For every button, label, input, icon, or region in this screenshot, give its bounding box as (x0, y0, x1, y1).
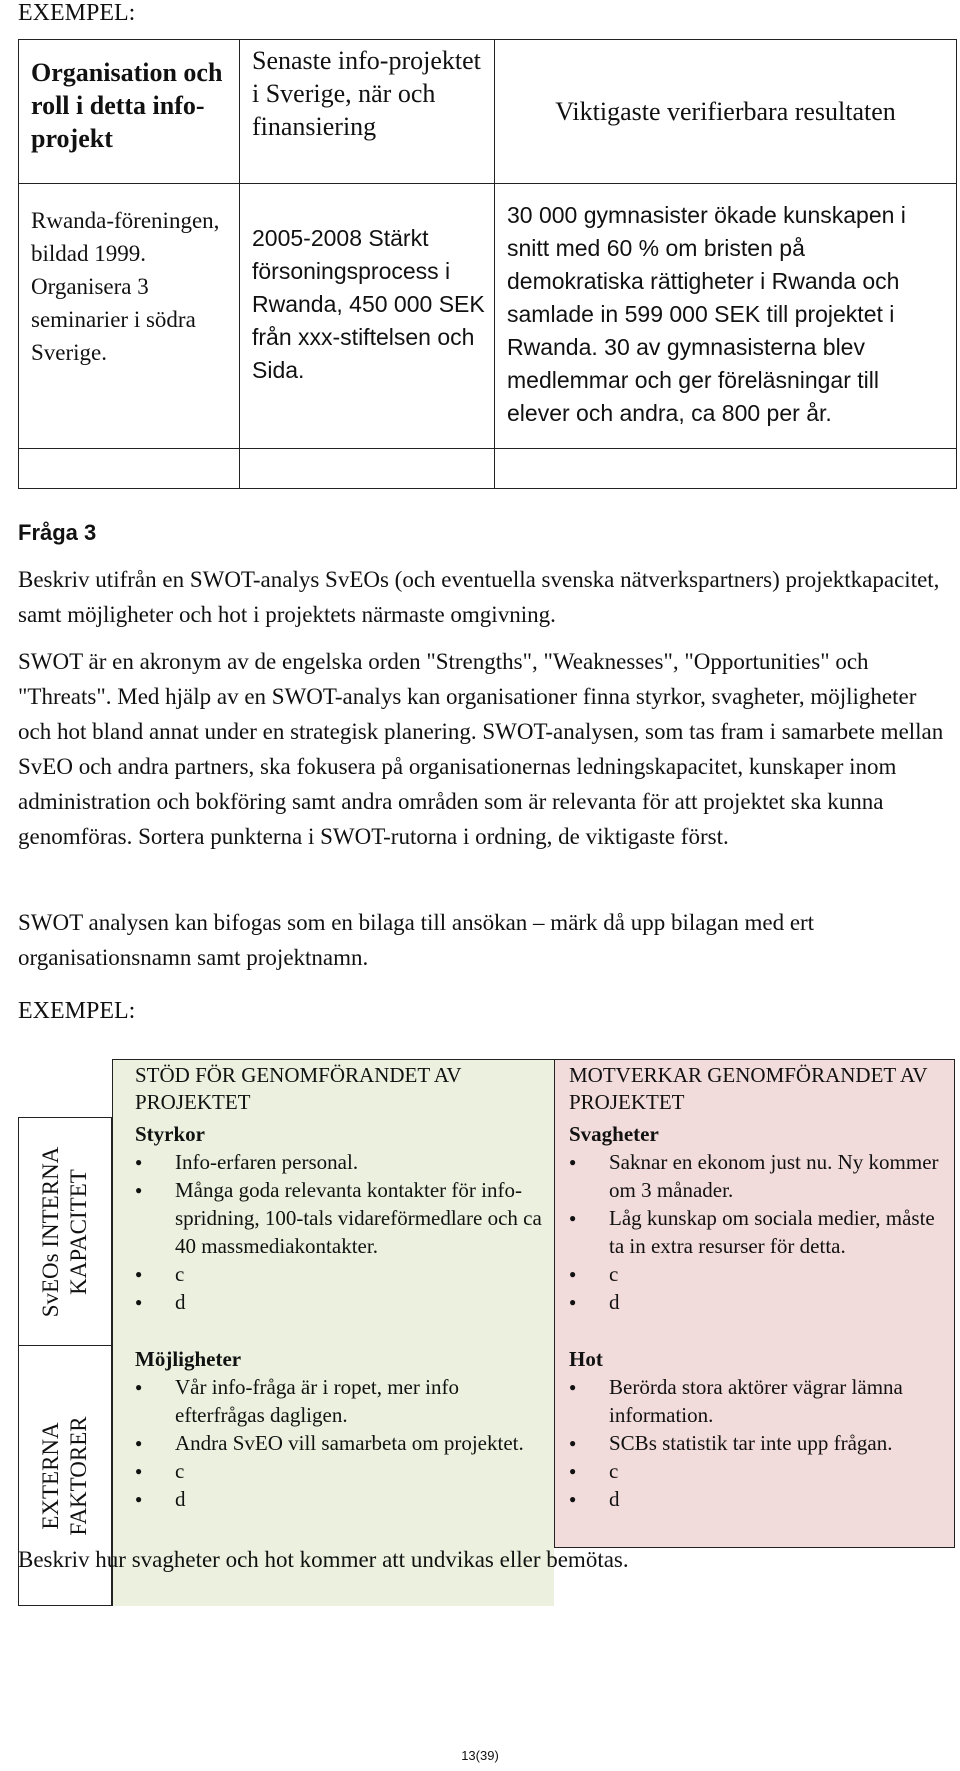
opportunity-item: ● d (135, 1485, 548, 1513)
strengths-title: Styrkor (135, 1122, 205, 1146)
threat-item: ● Berörda stora aktörer vägrar lämna information. (569, 1373, 948, 1429)
strength-item: ● Många goda relevanta kontakter för info-spridning, 100-tals vidareförmedlare och ca 40 massmediakontakter. (135, 1176, 548, 1260)
threats-quadrant (554, 1345, 955, 1548)
threat-item: ● SCBs statistik tar inte upp frågan. (569, 1429, 948, 1457)
weaknesses-quadrant (554, 1059, 955, 1345)
threat-item: ● c (569, 1457, 948, 1485)
header-cell-latest-project (240, 40, 495, 184)
weakness-item: ● Låg kunskap om sociala medier, måste ta in extra resurser för detta. (569, 1204, 948, 1260)
row-label-external-text (37, 1416, 93, 1535)
row-label-internal-text (37, 1146, 93, 1317)
weaknesses-title: Svagheter (569, 1122, 659, 1146)
row-label-external-line-2: FAKTORER (66, 1415, 91, 1536)
header-latest-project: Senaste info-projektet i Sverige, när och finansiering (252, 46, 481, 141)
question-paragraph-1: Beskriv utifrån en SWOT-analys SvEOs (och eventuella svenska nätverkspartners) projektkapacitet, samt möjligheter och hot i projektets närmaste omgivning. (18, 567, 940, 627)
row-label-internal-line-2: KAPACITET (66, 1168, 91, 1295)
empty-cell-3 (495, 449, 957, 489)
weakness-item: ● d (569, 1288, 948, 1316)
header-cell-results (495, 40, 957, 184)
cell-results (495, 184, 957, 449)
organisation-text: Rwanda-föreningen, bildad 1999. Organisera 3 seminarier i södra Sverige. (31, 208, 220, 365)
closing-instruction: Beskriv hur svagheter och hot kommer att undvikas eller bemötas. (18, 1547, 629, 1572)
opportunity-item: ● Vår info-fråga är i ropet, mer info efterfrågas dagligen. (135, 1373, 548, 1429)
example-label-swot: EXEMPEL: (18, 998, 136, 1024)
weakness-item: ● c (569, 1260, 948, 1288)
swot-table (18, 1059, 955, 1548)
strength-item: ● d (135, 1288, 548, 1316)
opportunities-title: Möjligheter (135, 1347, 242, 1371)
column-header-support: STÖD FÖR GENOMFÖRANDET AV PROJEKTET (135, 1063, 462, 1114)
empty-cell-1 (19, 449, 240, 489)
strength-item: ● c (135, 1260, 548, 1288)
threats-title: Hot (569, 1347, 603, 1371)
opportunity-item: ● c (135, 1457, 548, 1485)
header-organisation: Organisation och roll i detta info-projekt (31, 58, 223, 153)
strengths-quadrant (112, 1059, 554, 1345)
question-paragraph-3: SWOT analysen kan bifogas som en bilaga till ansökan – märk då upp bilagan med ert organisationsnamn samt projektnamn. (18, 910, 815, 970)
row-label-internal-line-1: SvEOs INTERNA (38, 1146, 63, 1317)
page-number: 13(39) (461, 1748, 499, 1763)
threat-item: ● d (569, 1485, 948, 1513)
example-results-table (18, 39, 957, 489)
header-cell-organisation (19, 40, 240, 184)
cell-latest-project (240, 184, 495, 449)
strength-item: ● Info-erfaren personal. (135, 1148, 548, 1176)
question-paragraph-2: SWOT är en akronym av de engelska orden "Strengths", "Weaknesses", "Opportunities" och "Threats". Med hjälp av en SWOT-analys kan organisationer finna styrkor, svagheter, möjligheter och hot bland annat under en strategisk planering. SWOT-analysen, som tas fram i samarbete mellan SvEO och andra partners, ska fokusera på organisationernas ledningskapacitet, kunskaper inom administration och bokföring samt andra områden som är relevanta för att projektet ska kunna genomföras. Sortera punkterna i SWOT-rutorna i ordning, de viktigaste först. (18, 649, 944, 849)
example-label-top: EXEMPEL: (18, 0, 136, 26)
opportunity-item: ● Andra SvEO vill samarbeta om projektet. (135, 1429, 548, 1457)
empty-cell-2 (240, 449, 495, 489)
cell-organisation (19, 184, 240, 449)
column-header-against: MOTVERKAR GENOMFÖRANDET AV PROJEKTET (569, 1063, 928, 1114)
weakness-item: ● Saknar en ekonom just nu. Ny kommer om 3 månader. (569, 1148, 948, 1204)
question-title: Fråga 3 (18, 520, 97, 545)
results-text: 30 000 gymnasister ökade kunskapen i snitt med 60 % om bristen på demokratiska rättigheter i Rwanda och samlade in 599 000 SEK till projektet i Rwanda. 30 av gymnasisterna blev medlemmar och ger föreläsningar till elever och andra, ca 800 per år. (507, 202, 906, 426)
row-label-internal (18, 1117, 112, 1345)
header-results: Viktigaste verifierbara resultaten (555, 97, 896, 126)
latest-project-text: 2005-2008 Stärkt försoningsprocess i Rwanda, 450 000 SEK från xxx-stiftelsen och Sida. (252, 225, 485, 383)
row-label-external-line-1: EXTERNA (38, 1421, 63, 1530)
